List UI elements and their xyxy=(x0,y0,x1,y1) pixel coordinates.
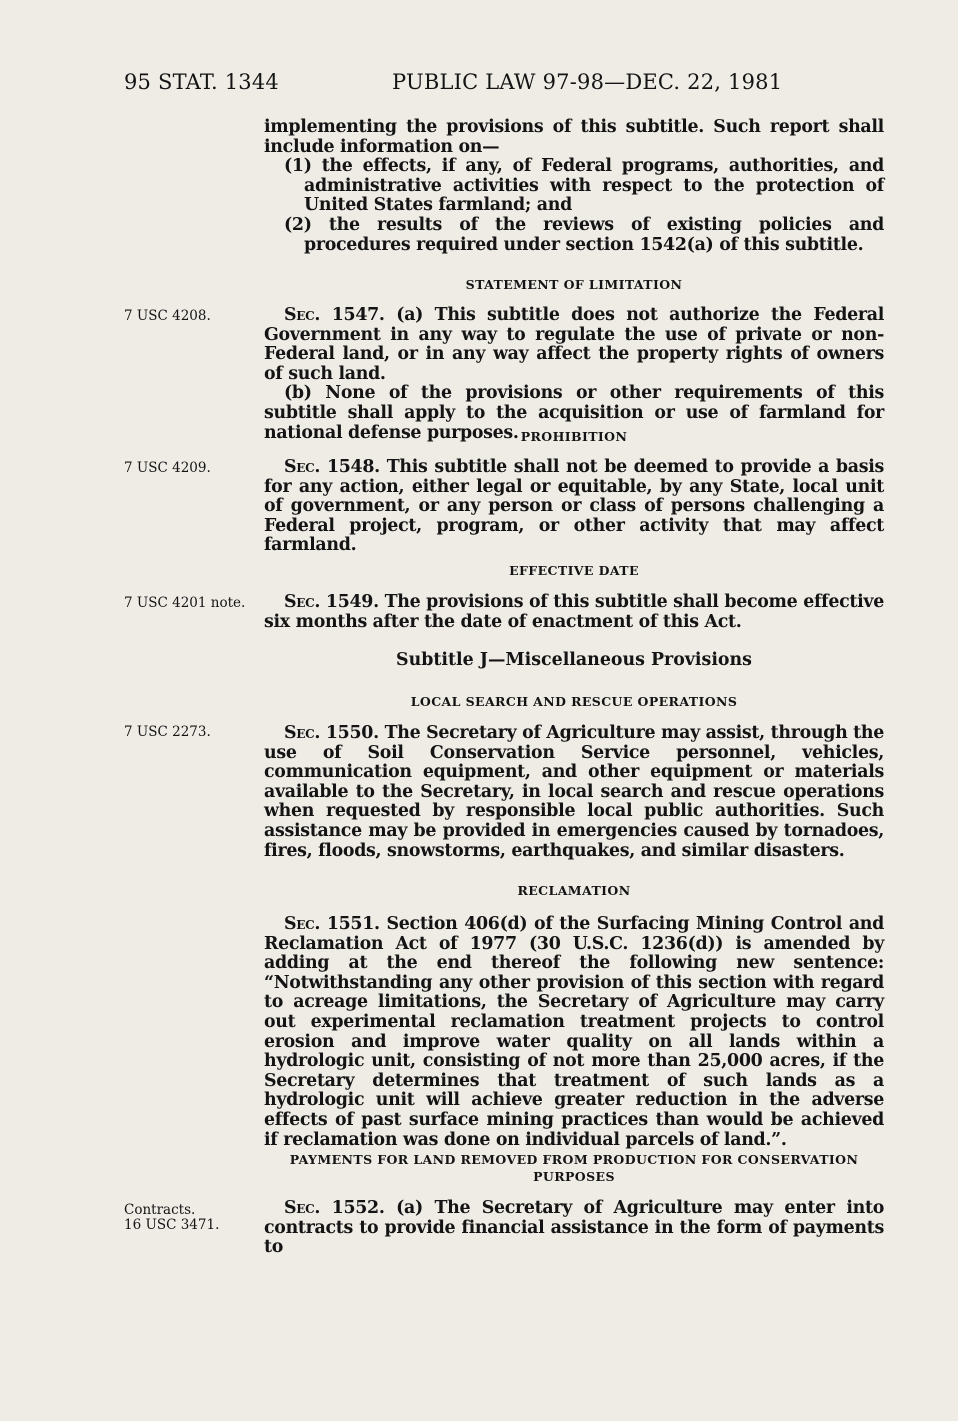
margin-note-1549: 7 USC 4201 note. xyxy=(124,595,246,611)
margin-note-contracts: Contracts. xyxy=(124,1202,196,1218)
heading-payments-for-land: PAYMENTS FOR LAND REMOVED FROM PRODUCTION FOR CONSERVATION PURPOSES xyxy=(289,1152,859,1184)
intro-paragraph: implementing the provisions of this subtitle. Such report shall include information on— xyxy=(264,117,884,157)
margin-note-1548: 7 USC 4209. xyxy=(124,460,211,476)
intro-block xyxy=(264,118,884,255)
heading-statement-of-limitation: STATEMENT OF LIMITATION xyxy=(465,277,683,292)
section-1550 xyxy=(264,724,884,861)
section-1547-b: (b) None of the provisions or other requirements of this subtitle shall apply to the acquisition or use of farmland for national defense purposes. xyxy=(264,383,884,443)
section-1548-body: 1548. This subtitle shall not be deemed to provide a basis for any action, either legal or equitable, by any State, local unit of government, or any person or class of persons challenging a Federal project, program, or other activity that may affect farmland. xyxy=(264,457,884,556)
section-1551-text xyxy=(264,915,884,1150)
section-1552 xyxy=(264,1199,884,1258)
section-1547 xyxy=(264,306,884,443)
section-1551 xyxy=(264,915,884,1150)
section-1551-body: 1551. Section 406(d) of the Surfacing Mining Control and Reclamation Act of 1977 (30 U.S.C. 1236(d)) is amended by adding at the end thereof the following new sentence: “Notwithstanding any other provision of this section with regard to acreage limitations, the Secretary of Agriculture may carry out experimental reclamation treatment projects to control erosion and improve water quality on all lands within a hydrologic unit, consisting of not more than 25,000 acres, if the Secretary determines that treatment of such lands as a hydrologic unit will achieve greater reduction in the adverse effects of past surface mining practices than would be achieved if reclamation was done on individual parcels of land.”. xyxy=(264,914,884,1150)
section-label: Sec. xyxy=(284,592,321,612)
section-1547-a xyxy=(264,306,884,384)
section-label: Sec. xyxy=(284,305,321,325)
section-label: Sec. xyxy=(284,457,321,477)
section-label: Sec. xyxy=(284,914,321,934)
section-1550-body: 1550. The Secretary of Agriculture may assist, through the use of Soil Conservation Service personnel, vehicles, communication equipment, and other equipment or materials available to the Secretary, in local search and rescue operations when requested by responsible local public authorities. Such assistance may be provided in emergencies caused by tornadoes, fires, floods, snowstorms, earthquakes, and similar disasters. xyxy=(264,723,885,861)
intro-item-1: (1) the effects, if any, of Federal programs, authorities, and administrative activities with respect to the protection of United States farmland; and xyxy=(284,156,884,216)
section-1549 xyxy=(264,593,884,632)
section-1548 xyxy=(264,458,884,556)
running-header: PUBLIC LAW 97-98—DEC. 22, 1981 xyxy=(392,70,783,94)
margin-note-16-usc: 16 USC 3471. xyxy=(124,1217,220,1233)
margin-note-1552 xyxy=(124,1203,254,1233)
section-1552-body: 1552. (a) The Secretary of Agriculture may enter into contracts to provide financial assistance in the form of payments to xyxy=(264,1198,884,1258)
subtitle-j-heading: Subtitle J—Miscellaneous Provisions xyxy=(396,650,752,670)
margin-note-1547: 7 USC 4208. xyxy=(124,308,211,324)
section-label: Sec. xyxy=(284,1198,321,1218)
intro-item-2: (2) the results of the reviews of existing policies and procedures required under section 1542(a) of this subtitle. xyxy=(284,214,884,255)
section-1550-text xyxy=(264,724,884,861)
section-1549-text xyxy=(264,593,884,632)
heading-reclamation: RECLAMATION xyxy=(517,883,631,898)
section-1549-body: 1549. The provisions of this subtitle shall become effective six months after the date of enactment of this Act. xyxy=(264,592,884,632)
heading-prohibition: PROHIBITION xyxy=(520,429,628,444)
heading-effective-date: EFFECTIVE DATE xyxy=(509,563,639,578)
section-label: Sec. xyxy=(284,723,321,743)
section-1547-a-text: 1547. (a) This subtitle does not authorize the Federal Government in any way to regulate the use of private or non-Federal land, or in any way affect the property rights of owners of such land. xyxy=(264,305,884,384)
heading-search-and-rescue: LOCAL SEARCH AND RESCUE OPERATIONS xyxy=(410,694,738,709)
margin-note-1550: 7 USC 2273. xyxy=(124,724,211,740)
section-1548-text xyxy=(264,458,884,556)
section-1552-text xyxy=(264,1199,884,1258)
statute-page-number: 95 STAT. 1344 xyxy=(124,70,279,94)
